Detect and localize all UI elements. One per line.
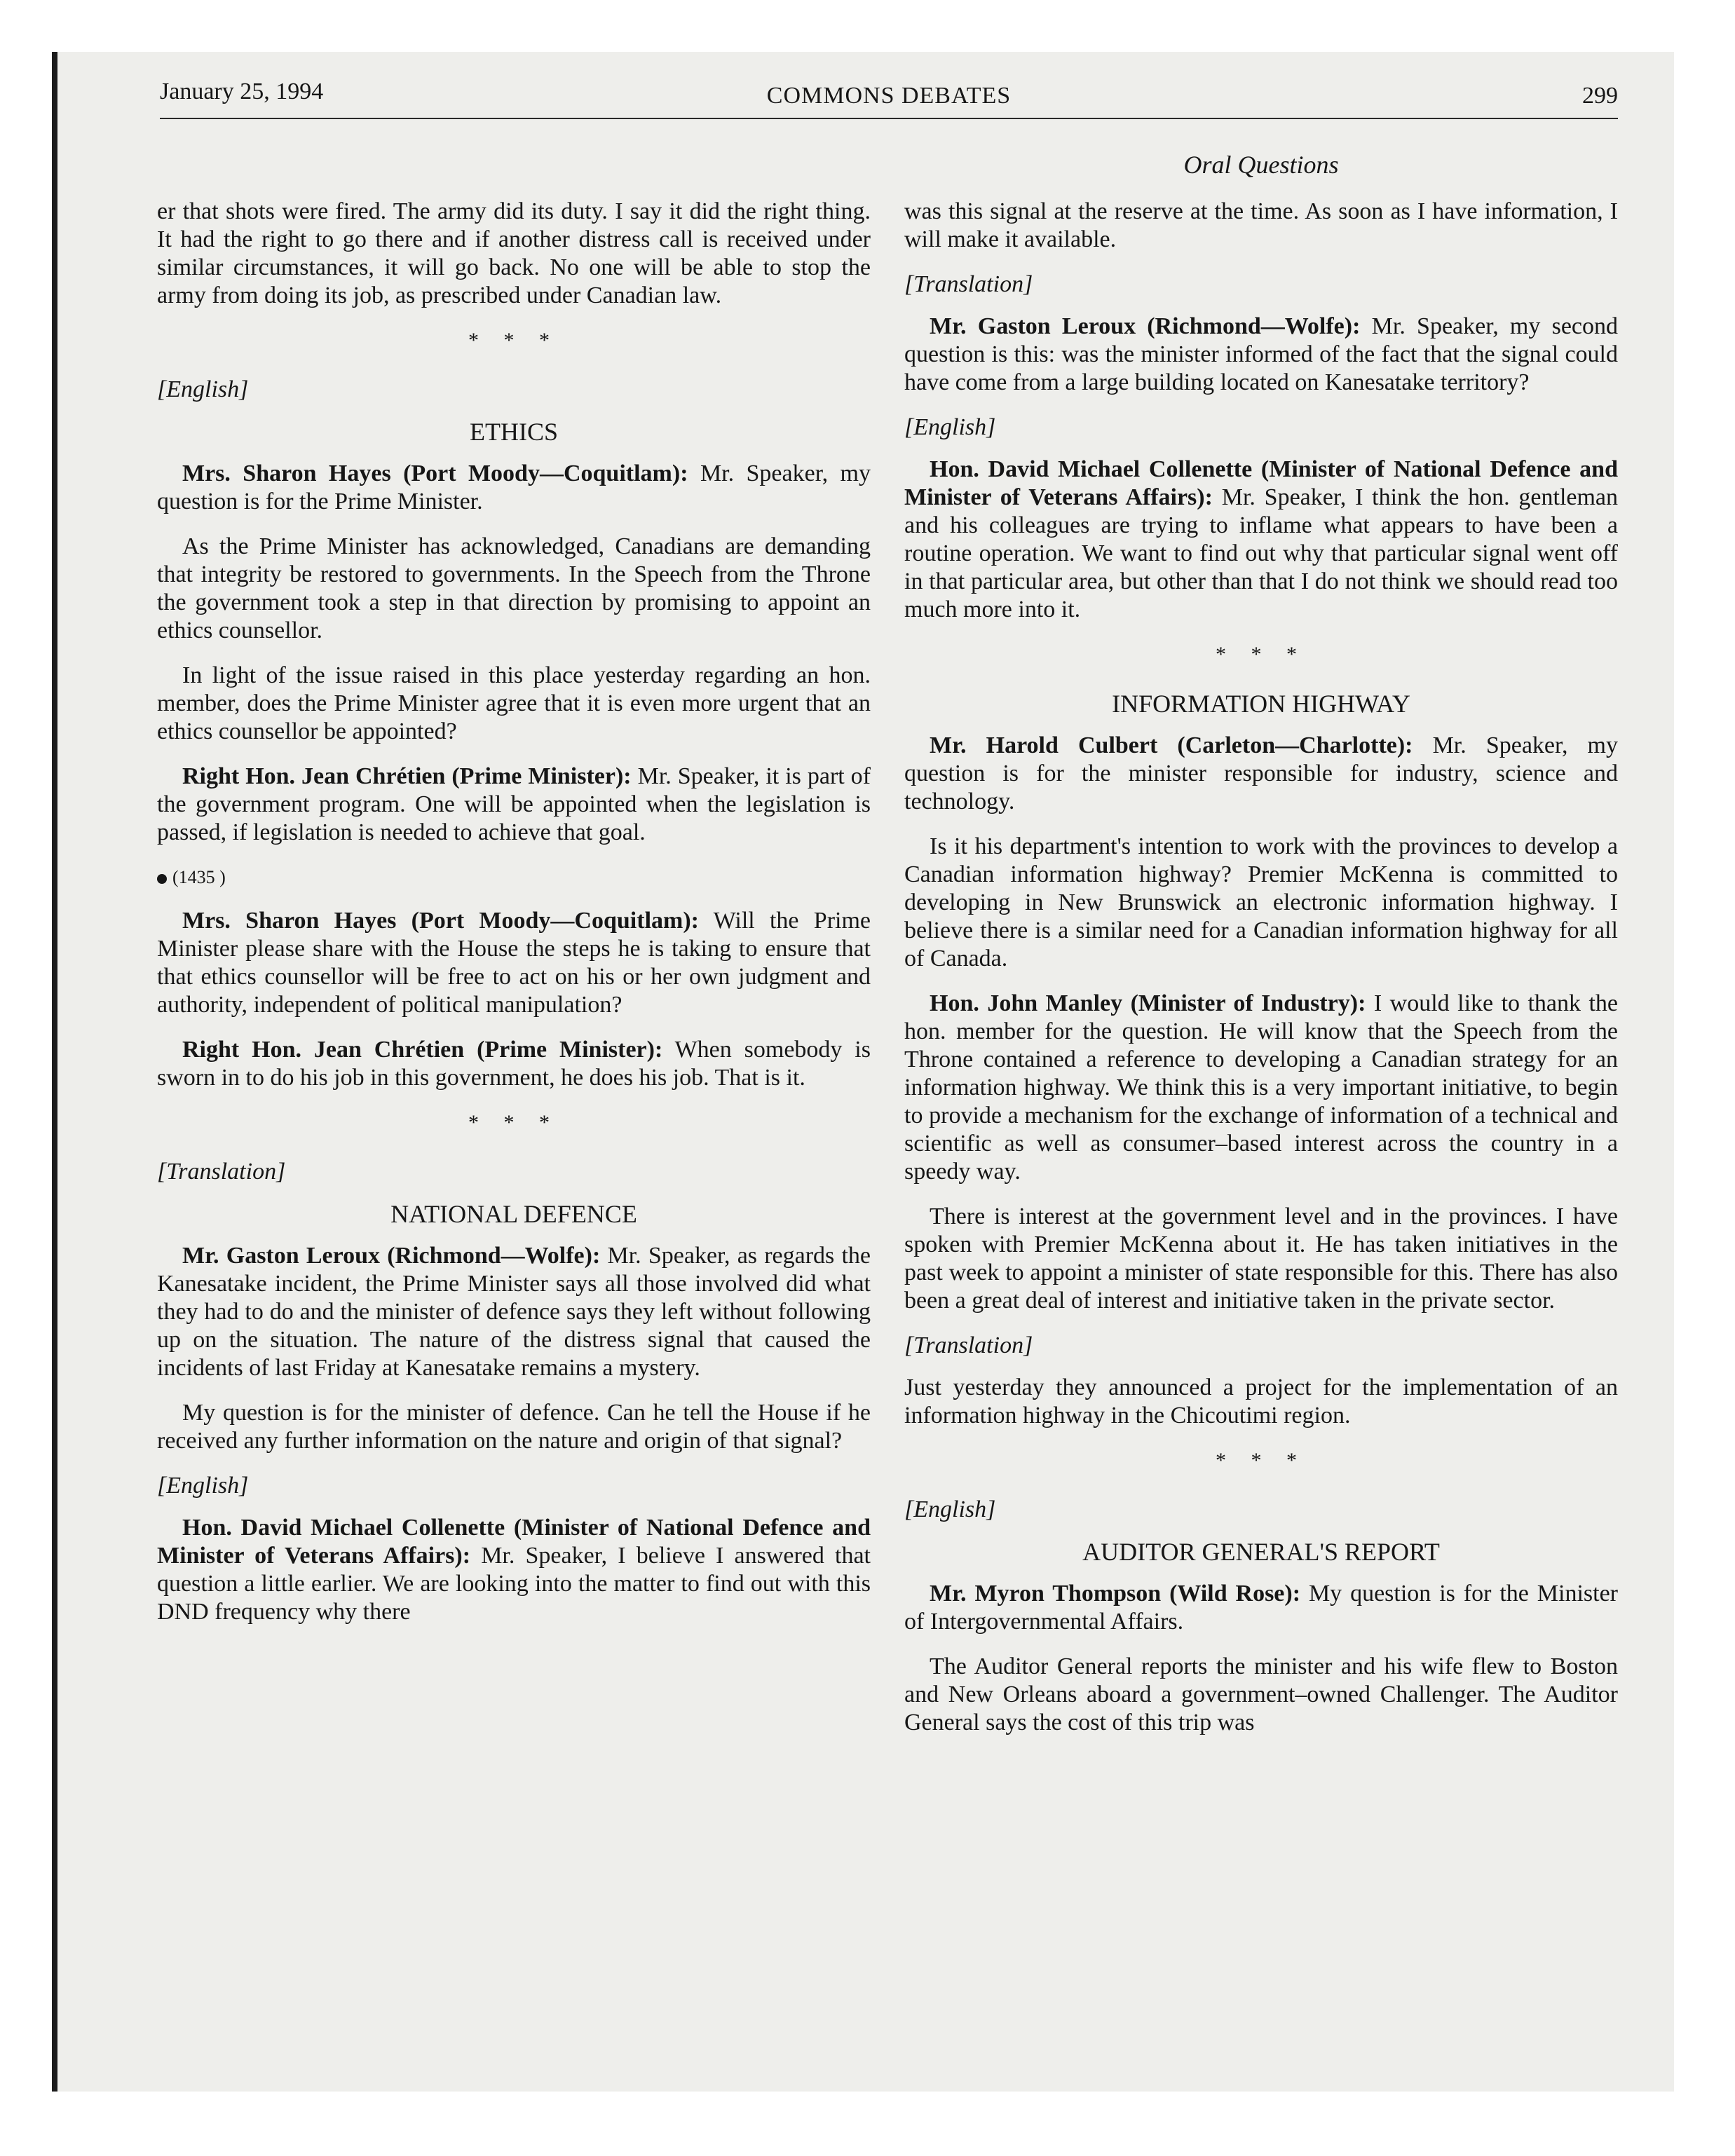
section-heading-auditor-general: AUDITOR GENERAL'S REPORT [1082,1538,1440,1566]
speaker-name: Mrs. Sharon Hayes (Port Moody—Coquitlam): [182,460,688,486]
time-marker [157,864,871,892]
speech-text: Mr. Speaker, as regards the Kanesatake incident, the Prime Minister says all those involved did what they had to do and the minister of defence says they left without following up on the situation. The nature of the distress signal that caused the incidents of last Friday at Kanesatake remains a mystery. [157,1243,871,1381]
language-marker: [English] [157,1473,249,1499]
language-marker: [Translation] [904,1332,1033,1358]
paragraph: There is interest at the government level and in the provinces. I have spoken with Premier McKenna about it. He has taken initiatives in the past week to appoint a minister of state responsible for this. There has also been a great deal of interest and initiative taken in the private sector. [904,1203,1618,1314]
section-separator: * * * [468,1111,559,1134]
speech [157,1242,871,1382]
paragraph: The Auditor General reports the minister and his wife flew to Boston and New Orleans aboard a government–owned Challenger. The Auditor General says the cost of this trip was [904,1653,1618,1735]
language-marker: [Translation] [157,1159,286,1185]
speech [904,990,1618,1186]
speaker-name: Hon. David Michael Collenette (Minister of National Defence and Minister of Veterans Affairs): [157,1515,871,1569]
left-column [157,198,871,1643]
paragraph: Just yesterday they announced a project for the implementation of an information highway in the Chicoutimi region. [904,1374,1618,1428]
speech-text: Mr. Speaker, my second question is this: was the minister informed of the fact that the signal could have come from a large building located on Kanesatake territory? [904,313,1619,395]
paragraph: As the Prime Minister has acknowledged, Canadians are demanding that integrity be restored to governments. In the Speech from the Throne the government took a step in that direction by promising to appoint an ethics counsellor. [157,533,871,643]
page-number: 299 [1582,83,1618,109]
paragraph: er that shots were fired. The army did its duty. I say it did the right thing. It had the right to go there and if another distress call is received under similar circumstances, it will go back. No one will be able to stop the army from doing its job, as prescribed under Canadian law. [157,198,871,308]
speech-text: Mr. Speaker, I think the hon. gentleman and his colleagues are trying to inflame what appears to have been a routine operation. We want to find out why that particular signal went off in that particular area, but other than that I do not think we should read too much more into it. [904,484,1619,622]
language-marker: [English] [904,414,996,440]
speech-text: Mr. Speaker, my question is for the minister responsible for industry, science and technology. [904,732,1618,814]
speaker-name: Mrs. Sharon Hayes (Port Moody—Coquitlam): [182,908,699,934]
time-text: (1435 ) [172,867,226,887]
bullet-icon [157,874,167,884]
speaker-name: Mr. Myron Thompson (Wild Rose): [930,1581,1301,1606]
speaker-name: Right Hon. Jean Chrétien (Prime Minister): [182,763,632,789]
speech-text: Will the Prime Minister please share with the House the steps he is taking to ensure that that ethics counsellor will be free to act on his or her own judgment and authority, independent of political manipulation? [157,908,871,1018]
speaker-name: Hon. David Michael Collenette (Minister of National Defence and Minister of Veterans Affairs): [904,456,1618,510]
speaker-name: Hon. John Manley (Minister of Industry): [930,990,1366,1016]
speech [904,313,1618,397]
running-head: Oral Questions [1183,151,1339,179]
speech [904,1580,1618,1636]
speech [157,907,871,1019]
paragraph: was this signal at the reserve at the time. As soon as I have information, I will make it available. [904,198,1618,252]
binding-edge [52,52,57,2092]
section-heading-information-highway: INFORMATION HIGHWAY [1112,690,1410,718]
speech [157,1514,871,1626]
language-marker: [English] [904,1496,996,1522]
speech [904,732,1618,816]
right-column [904,198,1618,1754]
section-separator: * * * [1216,643,1307,666]
speaker-name: Mr. Gaston Leroux (Richmond—Wolfe): [182,1243,601,1269]
speech-text: My question is for the Minister of Intergovernmental Affairs. [904,1581,1618,1635]
paragraph: My question is for the minister of defence. Can he tell the House if he received any further information on the nature and origin of that signal? [157,1400,871,1454]
speech [157,763,871,847]
speech-text: Mr. Speaker, it is part of the government program. One will be appointed when the legislation is passed, if legislation is needed to achieve that goal. [157,763,871,845]
section-separator: * * * [1216,1449,1307,1472]
language-marker: [English] [157,376,249,402]
paragraph: Is it his department's intention to work with the provinces to develop a Canadian information highway? Premier McKenna is committed to developing in New Brunswick an electronic information highway. I believe there is a similar need for a Canadian information highway for all of Canada. [904,833,1618,971]
speech [904,456,1618,624]
header-title: COMMONS DEBATES [766,83,1012,109]
header-rule [160,118,1618,119]
section-heading-national-defence: NATIONAL DEFENCE [390,1200,637,1228]
speech [157,1036,871,1092]
speech [157,460,871,516]
header-date: January 25, 1994 [160,79,324,104]
speaker-name: Mr. Harold Culbert (Carleton—Charlotte): [930,732,1413,758]
section-heading-ethics: ETHICS [470,418,558,446]
speech-text: Mr. Speaker, I believe I answered that question a little earlier. We are looking into the matter to find out with this DND frequency why there [157,1543,871,1625]
speaker-name: Mr. Gaston Leroux (Richmond—Wolfe): [930,313,1361,339]
speech-text: Mr. Speaker, my question is for the Prime Minister. [157,460,871,514]
language-marker: [Translation] [904,271,1033,297]
paragraph: In light of the issue raised in this place yesterday regarding an hon. member, does the Prime Minister agree that it is even more urgent that an ethics counsellor be appointed? [157,662,871,744]
section-separator: * * * [468,329,559,352]
speech-text: I would like to thank the hon. member for the question. He will know that the Speech from the Throne contained a reference to developing a Canadian strategy for an information highway. We think this is a very important initiative, to begin to provide a mechanism for the exchange of information of a technical and scientific as well as consumer–based interest across the country in a speedy way. [904,990,1619,1185]
speech-text: When somebody is sworn in to do his job in this government, he does his job. That is it. [157,1037,871,1091]
page-header [160,73,1618,115]
speaker-name: Right Hon. Jean Chrétien (Prime Minister): [182,1037,663,1063]
